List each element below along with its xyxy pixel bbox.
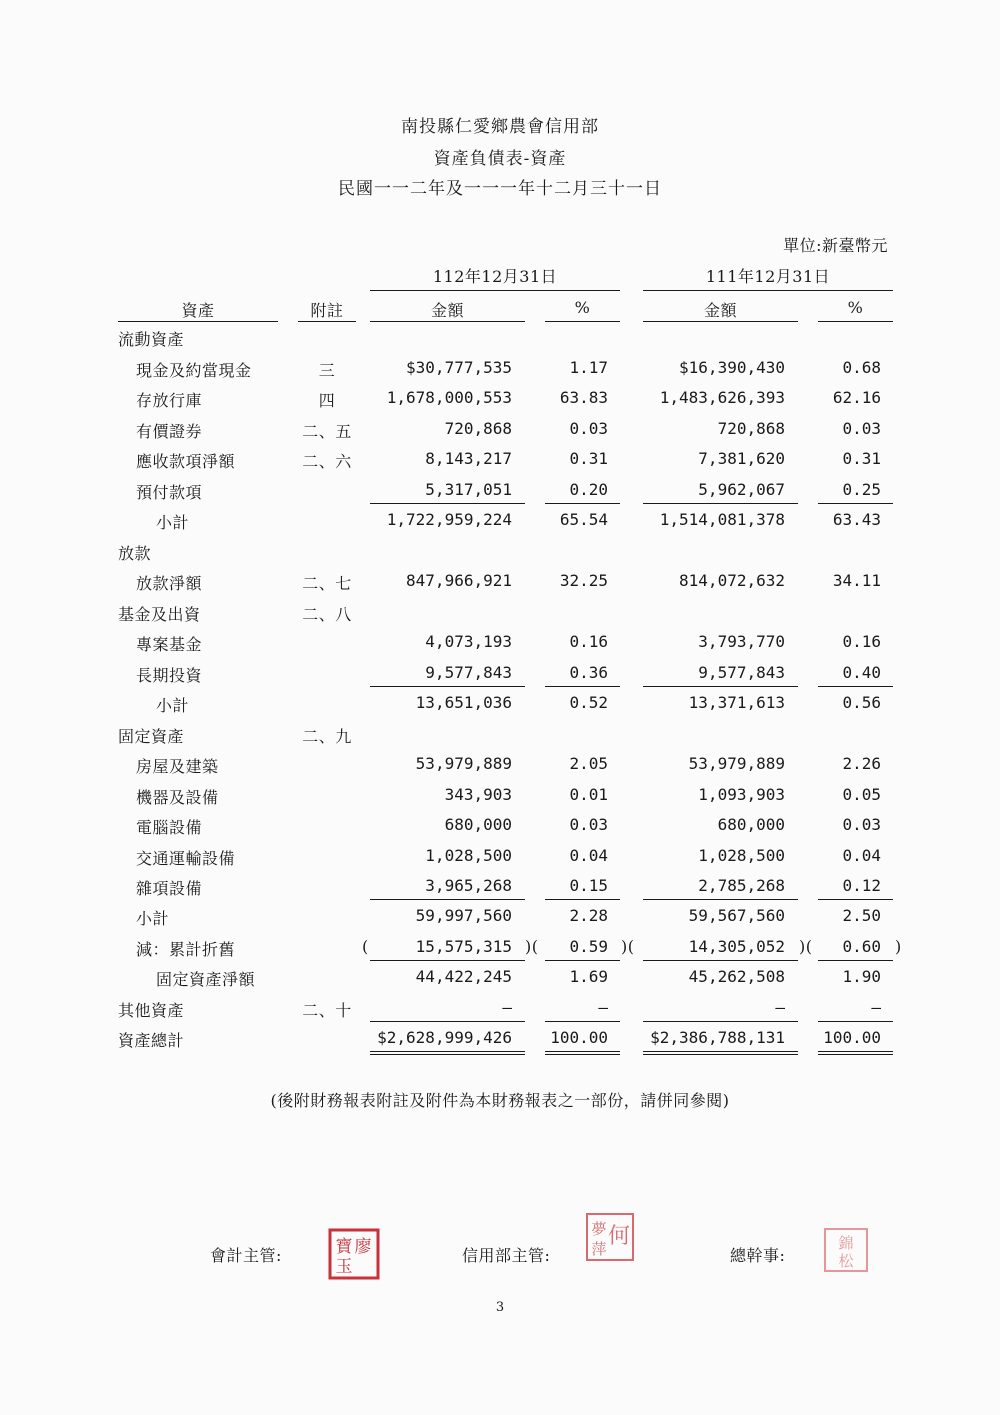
row-pri-pct: 100.00 (823, 1028, 881, 1047)
row-cur-pct: 2.28 (569, 906, 608, 925)
total-rule (818, 1021, 893, 1022)
subtotal-rule (370, 686, 525, 687)
subtotal-rule (643, 960, 798, 961)
paren-close: ) (895, 937, 902, 956)
row-cur-amount: 8,143,217 (425, 449, 512, 468)
page-number: 3 (495, 1300, 505, 1315)
signature-accounting-label: 會計主管: (210, 1246, 282, 1265)
row-cur-pct: 0.36 (569, 663, 608, 682)
row-cur-pct: 32.25 (559, 571, 608, 590)
svg-text:廖: 廖 (354, 1237, 372, 1257)
row-label: 機器及設備 (136, 788, 219, 807)
row-cur-pct: 0.31 (569, 449, 608, 468)
year-current-header: 112年12月31日 (432, 267, 558, 286)
subtotal-rule (545, 686, 620, 687)
signature-credit-label: 信用部主管: (462, 1246, 551, 1265)
subtotal-rule (643, 503, 798, 504)
row-label: 雜項設備 (136, 879, 203, 898)
row-cur-amount: 44,422,245 (415, 967, 512, 986)
row-cur-pct: 1.69 (569, 967, 608, 986)
row-pri-pct: 0.25 (842, 480, 881, 499)
row-cur-pct: 63.83 (559, 388, 608, 407)
row-pri-amount: 9,577,843 (698, 663, 785, 682)
subtotal-rule (545, 503, 620, 504)
row-label: 流動資產 (118, 330, 185, 349)
row-cur-amount: 720,868 (444, 419, 512, 438)
subtotal-rule (643, 899, 798, 900)
row-cur-amount: 4,073,193 (425, 632, 512, 651)
row-pri-amount: 59,567,560 (688, 906, 785, 925)
year-prior-header: 111年12月31日 (705, 267, 831, 286)
row-label: 現金及約當現金 (136, 361, 252, 380)
double-rule (818, 1054, 893, 1055)
col-note-rule (298, 321, 356, 322)
svg-text:夢: 夢 (591, 1220, 607, 1238)
paren-close-open: )( (799, 937, 813, 956)
svg-text:松: 松 (838, 1252, 854, 1270)
row-cur-pct: 0.03 (569, 815, 608, 834)
col-pri-pct-rule (818, 321, 893, 322)
double-rule (545, 1054, 620, 1055)
row-cur-pct: 100.00 (550, 1028, 608, 1047)
row-pri-pct: 0.16 (842, 632, 881, 651)
row-label: 固定資產 (118, 727, 185, 746)
row-pri-pct: 0.60 (842, 937, 881, 956)
row-label: 長期投資 (136, 666, 203, 685)
row-pri-pct: 0.05 (842, 785, 881, 804)
col-pri-amount-header: 金額 (703, 301, 737, 320)
total-rule (643, 1021, 798, 1022)
row-label: 小計 (156, 513, 190, 532)
row-cur-pct: 0.01 (569, 785, 608, 804)
row-pri-amount: 2,785,268 (698, 876, 785, 895)
row-cur-pct: 65.54 (559, 510, 608, 529)
row-cur-pct: 0.20 (569, 480, 608, 499)
row-pri-amount: 7,381,620 (698, 449, 785, 468)
row-pri-amount: 814,072,632 (679, 571, 785, 590)
col-pri-pct-header: % (847, 298, 864, 317)
row-cur-amount: 1,028,500 (425, 846, 512, 865)
row-pri-amount: 53,979,889 (688, 754, 785, 773)
col-pri-amount-rule (643, 321, 798, 322)
row-cur-pct: 0.59 (569, 937, 608, 956)
row-note: 二、五 (302, 422, 352, 441)
row-note: 二、八 (302, 605, 352, 624)
col-item-header: 資產 (181, 301, 215, 320)
period-label: 民國一一二年及一一一年十二月三十一日 (338, 179, 662, 199)
row-cur-pct: 2.05 (569, 754, 608, 773)
row-cur-amount: 13,651,036 (415, 693, 512, 712)
subtotal-rule (643, 686, 798, 687)
row-pri-pct: 63.43 (832, 510, 881, 529)
row-cur-pct: 0.15 (569, 876, 608, 895)
row-cur-pct: 0.04 (569, 846, 608, 865)
row-pri-pct: 2.50 (842, 906, 881, 925)
subtotal-rule (370, 503, 525, 504)
subtotal-rule (370, 960, 525, 961)
row-label: 應收款項淨額 (136, 452, 236, 471)
svg-text:萍: 萍 (591, 1240, 607, 1258)
row-pri-pct: 0.31 (842, 449, 881, 468)
col-item-rule (118, 321, 278, 322)
col-cur-pct-header: % (574, 298, 591, 317)
row-pri-amount: 680,000 (717, 815, 785, 834)
row-label: 其他資產 (118, 1001, 185, 1020)
row-cur-pct: 0.16 (569, 632, 608, 651)
double-rule (643, 1051, 798, 1052)
row-cur-amount: 9,577,843 (425, 663, 512, 682)
double-rule (818, 1051, 893, 1052)
row-pri-pct: 2.26 (842, 754, 881, 773)
row-cur-amount: $30,777,535 (406, 358, 512, 377)
row-label: 交通運輸設備 (136, 849, 236, 868)
row-note: 四 (318, 391, 336, 410)
row-cur-amount: 15,575,315 (415, 937, 512, 956)
row-cur-amount: 1,678,000,553 (386, 388, 512, 407)
row-pri-pct: 0.03 (842, 419, 881, 438)
row-pri-amount: $2,386,788,131 (650, 1028, 785, 1047)
col-cur-pct-rule (545, 321, 620, 322)
row-label: 固定資產淨額 (156, 970, 256, 989)
row-label: 有價證券 (136, 422, 203, 441)
row-note: 二、十 (302, 1001, 352, 1020)
subtotal-rule (818, 899, 893, 900)
paren-open: ( (362, 937, 369, 956)
row-cur-amount: 5,317,051 (425, 480, 512, 499)
row-pri-amount: 13,371,613 (688, 693, 785, 712)
row-label: 小計 (156, 696, 190, 715)
row-pri-amount: 1,028,500 (698, 846, 785, 865)
col-cur-amount-rule (370, 321, 525, 322)
row-pri-pct: 0.68 (842, 358, 881, 377)
row-pri-pct: — (871, 998, 881, 1017)
svg-text:玉: 玉 (335, 1257, 353, 1277)
double-rule (370, 1054, 525, 1055)
row-label: 減：累計折舊 (136, 940, 236, 959)
signature-gm-label: 總幹事: (730, 1246, 786, 1265)
double-rule (370, 1051, 525, 1052)
row-pri-amount: $16,390,430 (679, 358, 785, 377)
unit-label: 單位:新臺幣元 (783, 236, 888, 255)
double-rule (643, 1054, 798, 1055)
subtotal-rule (818, 686, 893, 687)
row-label: 小計 (136, 909, 170, 928)
row-cur-pct: — (598, 998, 608, 1017)
row-cur-amount: 3,965,268 (425, 876, 512, 895)
row-cur-amount: 53,979,889 (415, 754, 512, 773)
statement-title: 資產負債表-資產 (433, 149, 567, 169)
total-rule (545, 1021, 620, 1022)
row-label: 放款 (118, 544, 152, 563)
row-cur-amount: 847,966,921 (406, 571, 512, 590)
year-prior-rule (643, 290, 893, 291)
row-pri-amount: 1,514,081,378 (659, 510, 785, 529)
row-cur-amount: 680,000 (444, 815, 512, 834)
col-note-header: 附註 (310, 301, 344, 320)
row-pri-pct: 34.11 (832, 571, 881, 590)
row-cur-pct: 1.17 (569, 358, 608, 377)
row-cur-amount: 59,997,560 (415, 906, 512, 925)
year-current-rule (370, 290, 620, 291)
row-pri-pct: 0.12 (842, 876, 881, 895)
footnote: (後附財務報表附註及附件為本財務報表之一部份，請併同參閱) (270, 1091, 730, 1110)
row-pri-amount: — (775, 998, 785, 1017)
row-pri-pct: 0.56 (842, 693, 881, 712)
row-note: 二、九 (302, 727, 352, 746)
row-label: 放款淨額 (136, 574, 203, 593)
subtotal-rule (545, 899, 620, 900)
svg-text:錦: 錦 (838, 1234, 854, 1252)
double-rule (545, 1051, 620, 1052)
row-label: 基金及出資 (118, 605, 201, 624)
col-cur-amount-header: 金額 (430, 301, 464, 320)
row-cur-pct: 0.03 (569, 419, 608, 438)
row-label: 房屋及建築 (136, 757, 219, 776)
subtotal-rule (370, 899, 525, 900)
row-note: 二、七 (302, 574, 352, 593)
row-label: 專案基金 (136, 635, 203, 654)
row-label: 存放行庫 (136, 391, 203, 410)
row-pri-pct: 0.03 (842, 815, 881, 834)
paren-close-open: )( (621, 937, 635, 956)
row-pri-amount: 1,483,626,393 (659, 388, 785, 407)
row-note: 二、六 (302, 452, 352, 471)
row-pri-amount: 3,793,770 (698, 632, 785, 651)
row-pri-amount: 720,868 (717, 419, 785, 438)
paren-close-open: )( (525, 937, 539, 956)
row-pri-pct: 1.90 (842, 967, 881, 986)
row-cur-amount: $2,628,999,426 (377, 1028, 512, 1047)
row-pri-pct: 62.16 (832, 388, 881, 407)
row-pri-amount: 14,305,052 (688, 937, 785, 956)
gm-seal (823, 1227, 869, 1273)
total-rule (370, 1021, 525, 1022)
row-note: 三 (318, 361, 336, 380)
accounting-seal (328, 1228, 380, 1280)
svg-text:何: 何 (607, 1224, 631, 1249)
row-pri-amount: 5,962,067 (698, 480, 785, 499)
row-label: 預付款項 (136, 483, 203, 502)
row-label: 資產總計 (118, 1031, 185, 1050)
row-cur-pct: 0.52 (569, 693, 608, 712)
row-pri-pct: 0.40 (842, 663, 881, 682)
row-cur-amount: — (502, 998, 512, 1017)
credit-seal (585, 1212, 635, 1262)
row-pri-amount: 1,093,903 (698, 785, 785, 804)
row-cur-amount: 1,722,959,224 (386, 510, 512, 529)
row-pri-pct: 0.04 (842, 846, 881, 865)
row-pri-amount: 45,262,508 (688, 967, 785, 986)
row-cur-amount: 343,903 (444, 785, 512, 804)
row-label: 電腦設備 (136, 818, 203, 837)
subtotal-rule (545, 960, 620, 961)
subtotal-rule (818, 503, 893, 504)
svg-text:寶: 寶 (335, 1237, 353, 1257)
org-name: 南投縣仁愛鄉農會信用部 (401, 117, 599, 137)
subtotal-rule (818, 960, 893, 961)
